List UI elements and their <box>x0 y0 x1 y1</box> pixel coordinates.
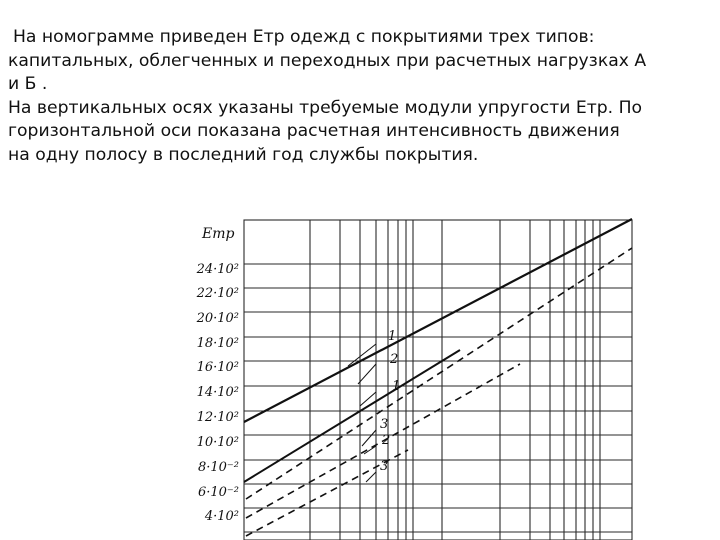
curve-label: 2 <box>390 352 399 367</box>
grid-frame <box>244 220 632 540</box>
description-text <box>8 26 712 167</box>
y-tick-label: 4·10² <box>204 509 239 524</box>
description-line-1: На номограмме приведен Етр одежд с покрытиями трех типов: <box>13 27 595 47</box>
curve-label: 1 <box>392 379 401 394</box>
y-tick-label: 18·10² <box>196 336 239 351</box>
description-line-6: на одну полосу в последний год службы покрытия. <box>8 144 479 165</box>
curve-label: 2 <box>382 433 391 448</box>
solid-curve <box>244 219 632 422</box>
y-tick-labels <box>196 262 239 524</box>
y-tick-label: 16·10² <box>196 360 239 375</box>
curve-labels <box>380 329 400 474</box>
description-line-4: На вертикальных осях указаны требуемые модули упругости Етр. По <box>8 97 643 118</box>
axis-title: Етр <box>202 226 235 242</box>
nomogram-curves <box>244 219 632 536</box>
curve-label: 1 <box>388 329 397 344</box>
y-tick-label: 6·10⁻² <box>197 485 239 500</box>
label-leader <box>358 364 376 384</box>
curve-label: 3 <box>380 459 389 474</box>
y-tick-label: 20·10² <box>196 311 239 326</box>
y-tick-label: 14·10² <box>196 385 239 400</box>
y-tick-label: 22·10² <box>196 286 239 301</box>
nomogram-grid <box>244 220 632 540</box>
description-line-3: и Б . <box>8 74 48 94</box>
description-line-2: капитальных, облегченных и переходных при расчетных нагрузках А <box>8 50 647 71</box>
label-leader <box>366 472 376 482</box>
nomogram-figure <box>180 214 640 540</box>
y-tick-label: 10·10² <box>196 435 239 450</box>
y-tick-label: 8·10⁻² <box>197 460 239 475</box>
dashed-curve <box>246 248 632 499</box>
y-tick-label: 12·10² <box>196 410 239 425</box>
curve-label: 3 <box>380 417 389 432</box>
label-leader <box>362 430 376 446</box>
y-tick-label: 24·10² <box>196 262 239 277</box>
description-line-5: горизонтальной оси показана расчетная интенсивность движения <box>8 121 620 141</box>
